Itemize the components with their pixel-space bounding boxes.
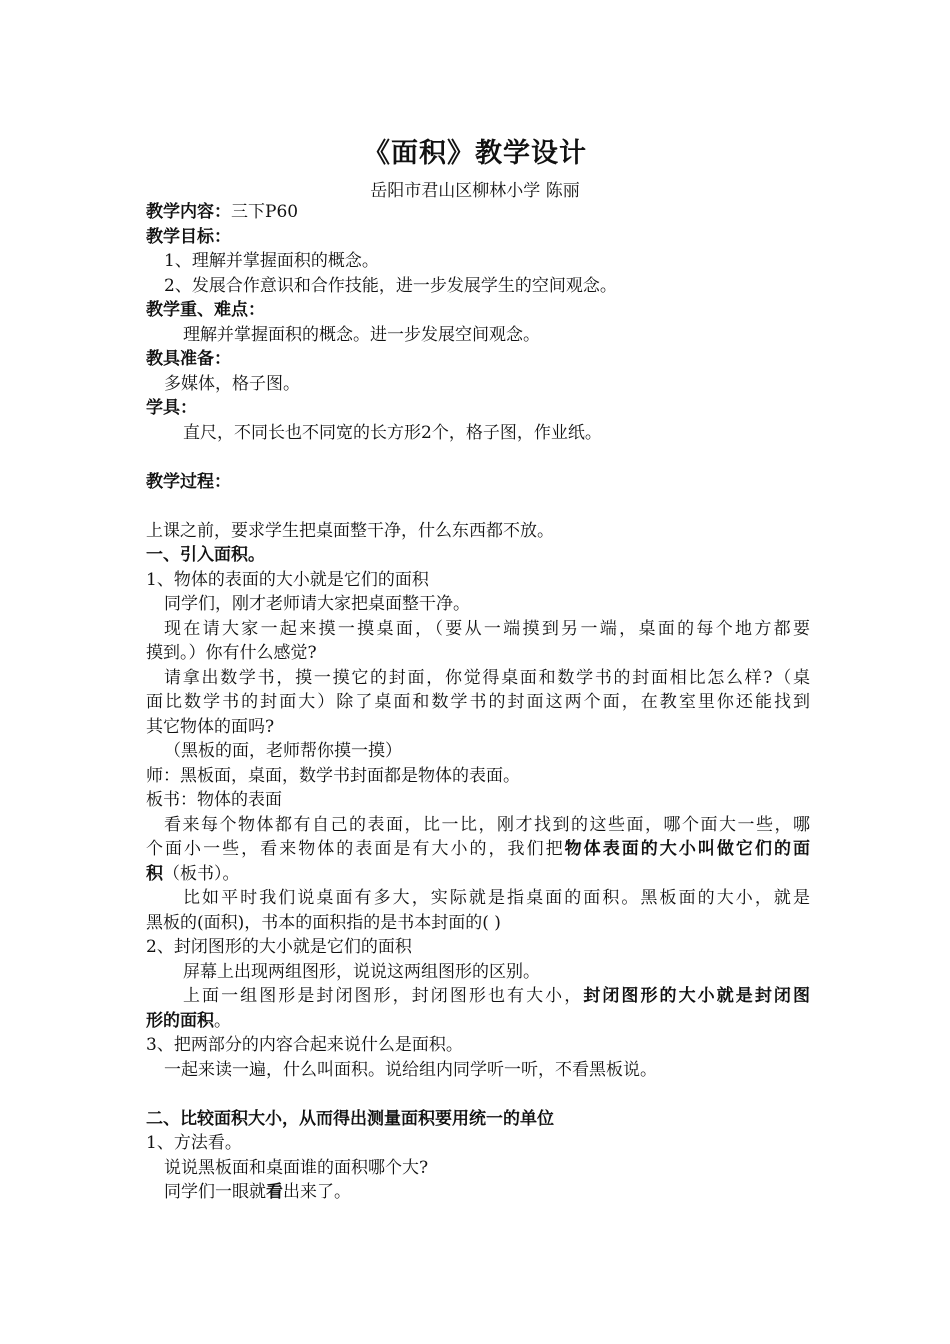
document-body xyxy=(146,200,810,1205)
teacher-tools-text: 多媒体，格子图。 xyxy=(164,373,300,394)
emphasis-text: 物体表面的大小叫做它们的面 xyxy=(564,839,811,859)
paragraph-line: 黑板的(面积)，书本的面积指的是书本封面的( ) xyxy=(146,912,501,933)
text-run: 出来了。 xyxy=(283,1182,351,1202)
text-run: 上面一组图形是封闭图形，封闭图形也有大小， xyxy=(183,986,584,1006)
text-run: 个面小一些，看来物体的表面是有大小的，我们把 xyxy=(146,839,565,859)
blank-line xyxy=(146,494,810,519)
author-line: 岳阳市君山区柳林小学 陈丽 xyxy=(370,181,580,201)
paragraph-line: 面比数学书的封面大）除了桌面和数学书的封面这两个面，在教室里你还能找到 xyxy=(146,692,810,712)
emphasis-text: 看 xyxy=(266,1182,283,1202)
teaching-content-value: 三下P60 xyxy=(231,202,299,222)
key-points-label: 教学重、难点： xyxy=(146,300,265,320)
emphasis-text: 形的面积 xyxy=(146,1010,214,1031)
paragraph: 上课之前，要求学生把桌面整干净，什么东西都不放。 xyxy=(146,520,554,541)
section-heading: 二、比较面积大小，从而得出测量面积要用统一的单位 xyxy=(146,1108,554,1129)
subsection-heading: 2、封闭图形的大小就是它们的面积 xyxy=(146,937,412,957)
emphasis-text: 封闭图形的大小就是封闭图 xyxy=(583,986,810,1006)
paragraph-line xyxy=(146,862,810,887)
paragraph: （黑板的面，老师帮你摸一摸） xyxy=(164,741,402,761)
paragraph-line: 摸到。）你有什么感觉? xyxy=(146,643,317,663)
paragraph-line: 现在请大家一起来摸一摸桌面，（要从一端摸到另一端，桌面的每个地方都要 xyxy=(164,618,810,639)
goal-item: 1、理解并掌握面积的概念。 xyxy=(164,251,379,271)
subsection-heading: 1、方法看。 xyxy=(146,1133,242,1153)
paragraph-line xyxy=(146,1180,810,1205)
paragraph: 师：黑板面，桌面，数学书封面都是物体的表面。 xyxy=(146,765,520,786)
teaching-process-label: 教学过程： xyxy=(146,471,231,492)
paragraph: 板书：物体的表面 xyxy=(146,790,282,810)
teaching-content-label: 教学内容： xyxy=(146,202,231,222)
text-run: 。 xyxy=(214,1010,231,1031)
paragraph-line xyxy=(146,1009,810,1034)
student-tools-label: 学具： xyxy=(146,398,197,418)
paragraph: 同学们，刚才老师请大家把桌面整干净。 xyxy=(164,594,470,614)
key-points-text: 理解并掌握面积的概念。进一步发展空间观念。 xyxy=(183,324,540,345)
paragraph: 一起来读一遍，什么叫面积。说给组内同学听一听，不看黑板说。 xyxy=(164,1059,657,1080)
document-title: 《面积》教学设计 xyxy=(363,138,587,169)
subsection-heading: 3、把两部分的内容合起来说什么是面积。 xyxy=(146,1035,463,1055)
paragraph-line: 比如平时我们说桌面有多大，实际就是指桌面的面积。黑板面的大小，就是 xyxy=(183,888,810,908)
teaching-goals-label: 教学目标： xyxy=(146,226,231,247)
blank-line xyxy=(146,1082,810,1107)
blank-line xyxy=(146,445,810,470)
paragraph-line xyxy=(146,837,810,862)
section-heading: 一、引入面积。 xyxy=(146,545,265,565)
teacher-tools-label: 教具准备： xyxy=(146,349,231,369)
paragraph-line: 请拿出数学书，摸一摸它的封面，你觉得桌面和数学书的封面相比怎么样?（桌 xyxy=(164,667,810,688)
paragraph: 屏幕上出现两组图形，说说这两组图形的区别。 xyxy=(183,961,540,982)
paragraph: 说说黑板面和桌面谁的面积哪个大? xyxy=(164,1157,429,1178)
student-tools-text: 直尺，不同长也不同宽的长方形2个，格子图，作业纸。 xyxy=(183,422,602,443)
text-run: （板书）。 xyxy=(163,863,240,884)
emphasis-text: 积 xyxy=(146,863,163,884)
teaching-content-line xyxy=(146,200,810,225)
paragraph-line: 其它物体的面吗? xyxy=(146,716,275,737)
paragraph-line: 看来每个物体都有自己的表面，比一比，刚才找到的这些面，哪个面大一些，哪 xyxy=(164,814,810,835)
text-run: 同学们一眼就 xyxy=(164,1182,266,1202)
goal-item: 2、发展合作意识和合作技能，进一步发展学生的空间观念。 xyxy=(164,275,617,296)
subsection-heading: 1、物体的表面的大小就是它们的面积 xyxy=(146,569,429,590)
paragraph-line xyxy=(146,984,810,1009)
